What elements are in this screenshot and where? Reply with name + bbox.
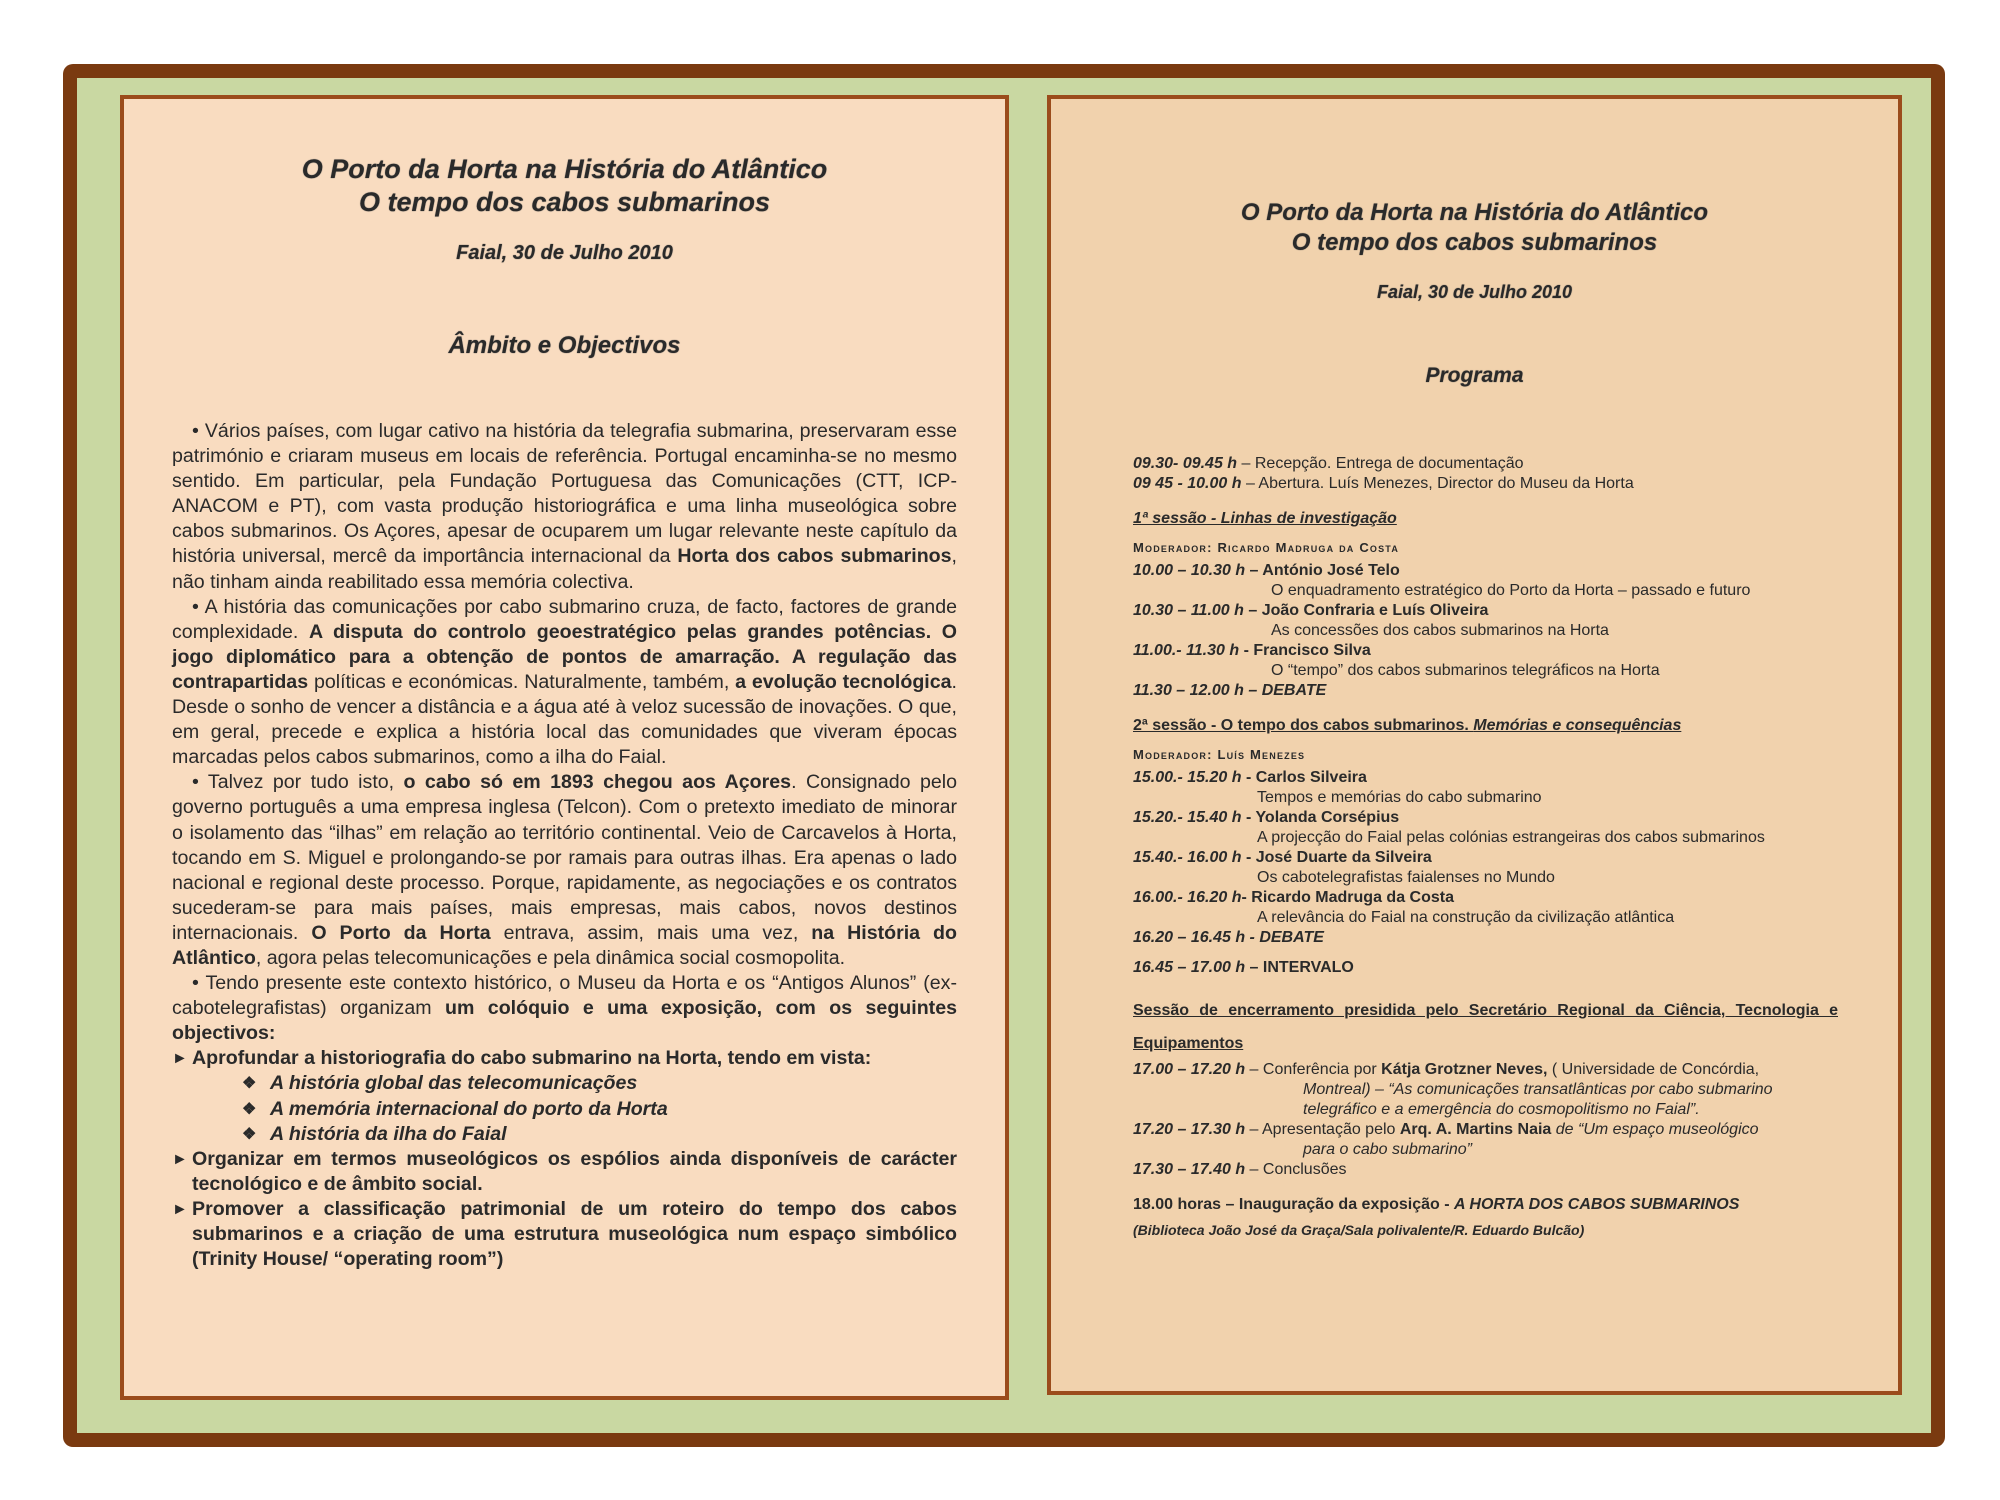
closing-session-title: Sessão de encerramento presidida pelo Secretário Regional da Ciência, Tecnologia e Equipamentos (1133, 1002, 1838, 1052)
venue: (Biblioteca João José da Graça/Sala polivalente/R. Eduardo Bulcão) (1133, 1222, 1585, 1238)
objective-item: ► Aprofundar a historiografia do cabo submarino na Horta, tendo em vista: (172, 1046, 957, 1071)
speaker: – António José Telo (1245, 562, 1400, 579)
program-row (1133, 888, 1838, 908)
time-slot: 17.30 – 17.40 h (1133, 1161, 1246, 1178)
speaker: - Ricardo Madruga da Costa (1241, 889, 1454, 906)
program-row (1133, 561, 1838, 581)
speaker: - Carlos Silveira (1241, 769, 1367, 786)
time-slot: 15.00.- 15.20 h (1133, 769, 1242, 786)
row-text: – DEBATE (1243, 682, 1327, 699)
objective-item: ► Promover a classificação patrimonial de um roteiro do tempo dos cabos submarinos e a criação de uma estrutura museológica num espaço simbólico (Trinity House/ “operating room”) (172, 1197, 957, 1272)
time-slot: 17.00 – 17.20 h (1133, 1061, 1246, 1078)
page-subtitle: O tempo dos cabos submarinos (1291, 229, 1658, 256)
program-row (1133, 768, 1838, 788)
event-date: Faial, 30 de Julho 2010 (456, 242, 673, 264)
time-slot: 11.30 – 12.00 h (1133, 682, 1244, 699)
time-slot: 11.00.- 11.30 h (1133, 642, 1240, 659)
program-row (1133, 641, 1838, 661)
program-row (1133, 474, 1838, 494)
program-row (1133, 681, 1838, 701)
speaker: - Francisco Silva (1239, 642, 1371, 659)
row-text: – Conclusões (1245, 1161, 1347, 1178)
program-row (1133, 601, 1838, 621)
time-slot: 16.45 – 17.00 h (1133, 959, 1246, 976)
talk-topic: O enquadramento estratégico do Porto da Horta – passado e futuro (1271, 582, 1751, 599)
section-heading: Âmbito e Objectivos (448, 332, 681, 359)
row-text: – Recepção. Entrega de documentação (1237, 455, 1524, 472)
session-title-text: 2ª sessão - O tempo dos cabos submarinos. (1133, 717, 1474, 734)
page-title: O Porto da Horta na História do Atlântico (1240, 199, 1709, 226)
program-row (1133, 848, 1838, 868)
paragraph: • Vários países, com lugar cativo na história da telegrafia submarina, preservaram esse património e criaram museus em locais de referência. Portugal encaminha-se no mesmo sentido. Em particular, pela Fundação Portuguesa das Comunicações (CTT, ICP-ANACOM e PT), com vasta produção historiográfica e uma linha museológica sobre cabos submarinos. Os Açores, apesar de ocuparem um lugar relevante neste capítulo da história universal, mercê da importância internacional da Horta dos cabos submarinos, não tinham ainda reabilitado essa memória colectiva. (172, 420, 957, 593)
row-text: - DEBATE (1245, 929, 1324, 946)
paragraph: • Tendo presente este contexto histórico, o Museu da Horta e os “Antigos Alunos” (ex-cabotelegrafistas) organizam um colóquio e uma exposição, com os seguintes objectivos: (172, 972, 957, 1045)
time-slot: 16.20 – 16.45 h (1133, 929, 1246, 946)
talk-topic: de “Um espaço museológico (1551, 1121, 1759, 1138)
section-heading: Programa (1425, 364, 1524, 387)
program-row (1133, 928, 1838, 948)
session-title (1133, 715, 1838, 737)
program-row (1133, 454, 1838, 474)
program-list (1133, 454, 1838, 1238)
speaker: – João Confraria e Luís Oliveira (1243, 602, 1489, 619)
time-slot: 15.20.- 15.40 h (1133, 809, 1242, 826)
objectives-page (120, 95, 1009, 1400)
time-slot: 10.30 – 11.00 h (1133, 602, 1244, 619)
talk-topic: Os cabotelegrafistas faialenses no Mundo (1257, 869, 1555, 886)
paragraph: • A história das comunicações por cabo submarino cruza, de facto, factores de grande complexidade. A disputa do controlo geoestratégico pelas grandes potências. O jogo diplomático para a obtenção de pontos de amarração. A regulação das contrapartidas políticas e económicas. Naturalmente, também, a evolução tecnológica. Desde o sonho de vencer a distância e a água até à veloz sucessão de inovações. O que, em geral, precede e explica a história local das comunidades que viveram épocas marcadas pelos cabos submarinos, como a ilha do Faial. (172, 595, 957, 769)
program-row (1133, 1120, 1838, 1140)
sub-objective: ❖ A história global das telecomunicações (242, 1071, 957, 1096)
affiliation: ( Universidade de Concórdia, (1547, 1061, 1760, 1078)
speaker: Kátja Grotzner Neves, (1381, 1061, 1548, 1078)
time-slot: 10.00 – 10.30 h (1133, 562, 1246, 579)
moderator: Moderador: Ricardo Madruga da Costa (1133, 540, 1400, 555)
row-text: – Abertura. Luís Menezes, Director do Museu da Horta (1241, 475, 1634, 492)
time-slot: 15.40.- 16.00 h (1133, 849, 1242, 866)
session-title-italic: Memórias e consequências (1473, 717, 1682, 734)
exhibition-name: A HORTA DOS CABOS SUBMARINOS (1454, 1196, 1740, 1213)
page-subtitle: O tempo dos cabos submarinos (358, 187, 771, 217)
time-slot: 16.00.- 16.20 h (1133, 889, 1242, 906)
talk-topic: As concessões dos cabos submarinos na Horta (1271, 622, 1609, 639)
speaker: Arq. A. Martins Naia (1399, 1121, 1552, 1138)
talk-topic: Tempos e memórias do cabo submarino (1257, 789, 1542, 806)
speaker: - José Duarte da Silveira (1241, 849, 1432, 866)
speaker: - Yolanda Corsépius (1241, 809, 1400, 826)
sub-objectives (172, 1071, 957, 1146)
event-date: Faial, 30 de Julho 2010 (1376, 282, 1573, 302)
sub-objective: ❖ A história da ilha do Faial (242, 1122, 957, 1147)
row-text: – INTERVALO (1245, 959, 1354, 976)
time-slot: 09 45 - 10.00 h (1133, 475, 1242, 492)
page-title: O Porto da Horta na História do Atlântico (301, 154, 828, 184)
paragraph: • Talvez por tudo isto, o cabo só em 1893 chegou aos Açores. Consignado pelo governo português a uma empresa inglesa (Telcon). Com o pretexto imediato de minorar o isolamento das “ilhas” em relação ao território continental. Veio de Carcavelos à Horta, tocando em S. Miguel e prolongando-se por ramais para outras ilhas. Era apenas o lado nacional e regional deste processo. Porque, rapidamente, as negociações e os contratos sucederam-se para mais países, mais empresas, mais cabos, novos destinos internacionais. O Porto da Horta entrava, assim, mais uma vez, na História do Atlântico, agora pelas telecomunicações e pela dinâmica social cosmopolita. (172, 771, 957, 969)
session-title (1133, 508, 1838, 530)
objectives-body (172, 419, 957, 1272)
sub-objective: ❖ A memória internacional do porto da Horta (242, 1097, 957, 1122)
program-row (1133, 1160, 1838, 1180)
program-row (1133, 958, 1838, 978)
time-slot: 17.20 – 17.30 h (1133, 1121, 1246, 1138)
talk-topic: A projecção do Faial pelas colónias estrangeiras dos cabos submarinos (1257, 829, 1765, 846)
objective-item: ► Organizar em termos museológicos os espólios ainda disponíveis de carácter tecnológico e de âmbito social. (172, 1147, 957, 1197)
time-slot: 09.30- 09.45 h (1133, 455, 1238, 472)
program-row (1133, 808, 1838, 828)
moderator: Moderador: Luís Menezes (1133, 747, 1306, 762)
row-text: – Apresentação pelo (1245, 1121, 1400, 1138)
talk-topic: O “tempo” dos cabos submarinos telegráficos na Horta (1271, 662, 1660, 679)
exhibition-opening (1133, 1196, 1838, 1214)
session-title-text: 1ª sessão - Linhas de investigação (1133, 510, 1397, 527)
program-row (1133, 1060, 1838, 1080)
program-page (1047, 95, 1902, 1395)
talk-topic: para o cabo submarino” (1303, 1141, 1472, 1158)
inauguration-text: 18.00 horas – Inauguração da exposição - (1133, 1196, 1455, 1213)
talk-topic: Montreal) – “As comunicações transatlânticas por cabo submarino telegráfico e a emergência do cosmopolitismo no Faial”. (1303, 1081, 1773, 1118)
spacer (1133, 948, 1838, 958)
talk-topic: A relevância do Faial na construção da civilização atlântica (1257, 909, 1675, 926)
row-text: – Conferência por (1245, 1061, 1382, 1078)
